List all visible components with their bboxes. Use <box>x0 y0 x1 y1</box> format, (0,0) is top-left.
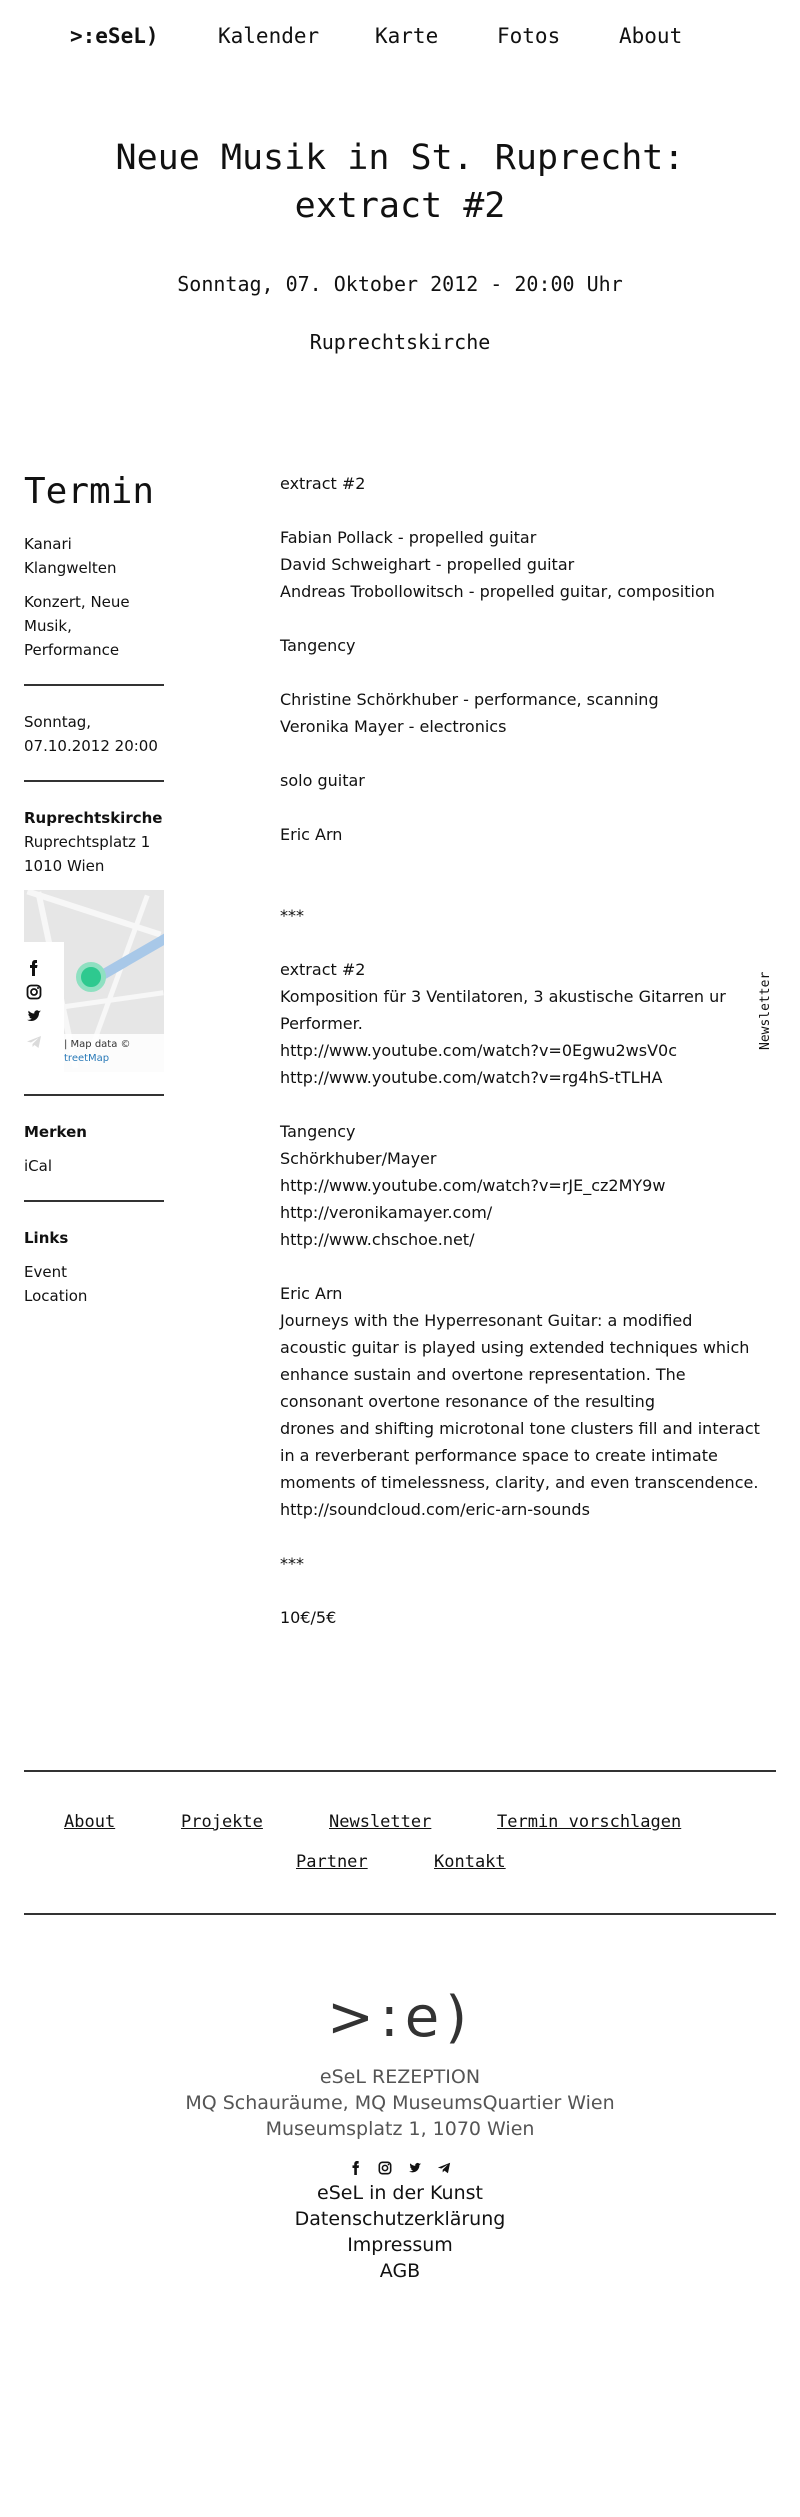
body-text-line: drones and shifting microtonal tone clusters fill and interact <box>280 1419 760 1438</box>
body-text-line: enhance sustain and overtone representation. The <box>280 1365 686 1384</box>
nav-kalender[interactable]: Kalender <box>218 24 320 48</box>
footer-logo[interactable]: >:e) <box>326 1985 474 2050</box>
body-text-line: Fabian Pollack - propelled guitar <box>280 528 537 547</box>
organizer-line-2: Klangwelten <box>24 559 117 577</box>
sidebar-divider <box>24 1200 164 1202</box>
nav-karte[interactable]: Karte <box>375 24 439 48</box>
footer-link-newsletter[interactable]: Newsletter <box>329 1812 432 1832</box>
address-line-1: Ruprechtsplatz 1 <box>24 833 151 851</box>
body-text-line: 10€/5€ <box>280 1608 337 1627</box>
body-text-line[interactable]: http://www.youtube.com/watch?v=rg4hS-tTLHA <box>280 1068 663 1087</box>
body-spacer <box>280 1091 780 1118</box>
telegram-icon[interactable] <box>436 2160 452 2176</box>
footer-social-icons <box>0 2157 800 2176</box>
body-text-line: Veronika Mayer - electronics <box>280 717 507 736</box>
footer-divider-top <box>24 1770 776 1772</box>
instagram-icon[interactable] <box>26 984 42 1000</box>
body-spacer <box>280 1577 780 1604</box>
event-description <box>280 470 780 1631</box>
body-text-line[interactable]: http://www.youtube.com/watch?v=rJE_cz2MY9w <box>280 1176 666 1195</box>
body-spacer <box>280 659 780 686</box>
sidebar-divider <box>24 684 164 686</box>
ical-link[interactable]: iCal <box>24 1157 53 1175</box>
body-text-line[interactable]: http://veronikamayer.com/ <box>280 1203 493 1222</box>
body-text-line[interactable]: http://www.chschoe.net/ <box>280 1230 475 1249</box>
twitter-icon[interactable] <box>407 2160 423 2176</box>
body-text-line: in a reverberant performance space to create intimate <box>280 1446 718 1465</box>
body-text-line: Christine Schörkhuber - performance, scanning <box>280 690 659 709</box>
termin-sidebar <box>24 470 164 1308</box>
sidebar-divider <box>24 1094 164 1096</box>
top-nav <box>0 22 800 54</box>
location-map[interactable] <box>24 890 164 1072</box>
body-text-line: Tangency <box>280 636 356 655</box>
category-line-3: Performance <box>24 641 120 659</box>
twitter-icon[interactable] <box>26 1008 42 1024</box>
body-text-line[interactable]: http://soundcloud.com/eric-arn-sounds <box>280 1500 590 1519</box>
body-text-line: David Schweighart - propelled guitar <box>280 555 575 574</box>
body-spacer <box>280 497 780 524</box>
links-heading: Links <box>24 1229 69 1247</box>
nav-fotos[interactable]: Fotos <box>497 24 561 48</box>
location-link[interactable]: Location <box>24 1287 88 1305</box>
body-text-line: moments of timelessness, clarity, and even transcendence. <box>280 1473 759 1492</box>
category-line-1: Konzert, Neue <box>24 593 130 611</box>
body-spacer <box>280 848 780 875</box>
sidebar-divider <box>24 780 164 782</box>
footer-link-agb[interactable]: AGB <box>379 2260 421 2282</box>
body-text-line: Eric Arn <box>280 825 343 844</box>
facebook-icon[interactable] <box>26 960 42 976</box>
footer-link-impressum[interactable]: Impressum <box>347 2234 453 2256</box>
date-line-2: 07.10.2012 20:00 <box>24 737 158 755</box>
map-attribution <box>24 1034 164 1072</box>
merken-heading: Merken <box>24 1123 87 1141</box>
footer-address-1: eSeL REZEPTION <box>319 2066 481 2088</box>
footer-address-3: Museumsplatz 1, 1070 Wien <box>265 2118 535 2140</box>
facebook-icon[interactable] <box>348 2160 364 2176</box>
footer-divider-bottom <box>24 1913 776 1915</box>
nav-about[interactable]: About <box>619 24 683 48</box>
site-logo[interactable]: >:eSeL) <box>70 24 159 48</box>
body-spacer <box>280 875 780 902</box>
footer-link-termin-vorschlagen[interactable]: Termin vorschlagen <box>497 1812 682 1832</box>
venue-name: Ruprechtskirche <box>24 809 163 827</box>
body-spacer <box>280 1253 780 1280</box>
body-spacer <box>280 794 780 821</box>
body-text-line: Andreas Trobollowitsch - propelled guitar, composition <box>280 582 715 601</box>
map-attribution-prefix: | Map data © <box>64 1039 131 1050</box>
footer-address-2: MQ Schauräume, MQ MuseumsQuartier Wien <box>185 2092 615 2114</box>
body-text-line: *** <box>280 906 304 925</box>
footer-link-about[interactable]: About <box>64 1812 116 1832</box>
event-date: Sonntag, 07. Oktober 2012 - 20:00 Uhr <box>177 272 623 296</box>
body-text-line[interactable]: http://www.youtube.com/watch?v=0Egwu2wsV0c <box>280 1041 678 1060</box>
body-spacer <box>280 605 780 632</box>
body-text-line: Schörkhuber/Mayer <box>280 1149 437 1168</box>
category-line-2: Musik, <box>24 617 72 635</box>
body-spacer <box>280 929 780 956</box>
termin-heading: Termin <box>24 471 155 512</box>
body-text-line: acoustic guitar is played using extended techniques which <box>280 1338 750 1357</box>
event-title: Neue Musik in St. Ruprecht: extract #2 <box>115 138 685 226</box>
body-text-line: Performer. <box>280 1014 363 1033</box>
footer-link-esel-kunst[interactable]: eSeL in der Kunst <box>317 2182 483 2204</box>
body-text-line: extract #2 <box>280 474 366 493</box>
event-venue: Ruprechtskirche <box>309 330 491 354</box>
body-text-line: Journeys with the Hyperresonant Guitar: a modified <box>280 1311 693 1330</box>
body-text-line: extract #2 <box>280 960 366 979</box>
date-line-1: Sonntag, <box>24 713 92 731</box>
instagram-icon[interactable] <box>377 2160 393 2176</box>
event-link[interactable]: Event <box>24 1263 67 1281</box>
body-text-line: solo guitar <box>280 771 365 790</box>
footer-link-kontakt[interactable]: Kontakt <box>434 1852 506 1872</box>
body-spacer <box>280 740 780 767</box>
body-text-line: consonant overtone resonance of the resulting <box>280 1392 655 1411</box>
organizer-line-1: Kanari <box>24 535 72 553</box>
footer-link-datenschutz[interactable]: Datenschutzerklärung <box>294 2208 506 2230</box>
body-text-line: Tangency <box>280 1122 356 1141</box>
footer-link-projekte[interactable]: Projekte <box>181 1812 263 1832</box>
body-text-line: *** <box>280 1554 304 1573</box>
body-spacer <box>280 1523 780 1550</box>
location-marker[interactable] <box>76 962 106 992</box>
address-line-2: 1010 Wien <box>24 857 105 875</box>
body-text-line: Eric Arn <box>280 1284 343 1303</box>
newsletter-tab[interactable]: Newsletter <box>758 971 773 1050</box>
body-text-line: Komposition für 3 Ventilatoren, 3 akustische Gitarren ur <box>280 987 726 1006</box>
footer-link-partner[interactable]: Partner <box>296 1852 368 1872</box>
map-attribution-link[interactable]: treetMap <box>64 1053 110 1064</box>
